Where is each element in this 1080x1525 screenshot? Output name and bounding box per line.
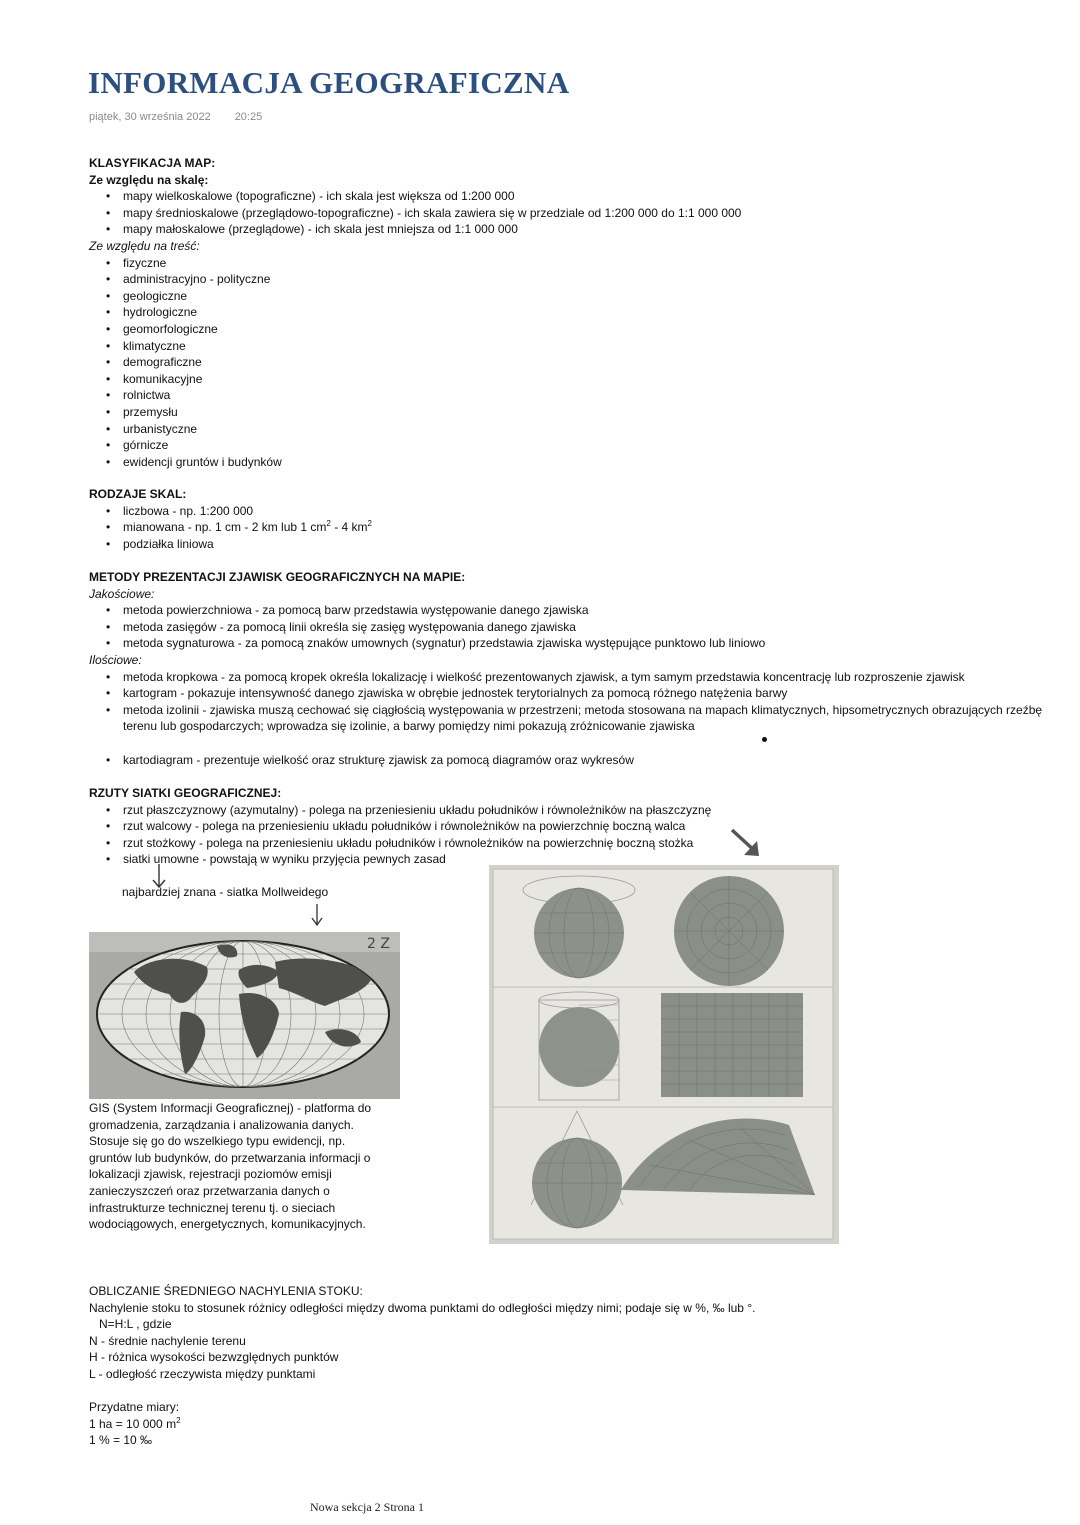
section-heading: RODZAJE SKAL: bbox=[89, 487, 187, 501]
photo-handwritten-mark: 2 Z bbox=[367, 936, 390, 952]
definition-text: Nachylenie stoku to stosunek różnicy odległości między dwoma punktami do odległości między nimi; podaje się w %, ‰ lub °. bbox=[89, 1300, 756, 1315]
note-time: 20:25 bbox=[234, 111, 263, 123]
section-metody bbox=[89, 569, 1074, 768]
miara-ha: 1 ha = 10 000 $m^2$ bbox=[89, 1415, 181, 1431]
list-item: • siatki umowne - powstają w wyniku przyjęcia pewnych zasad bbox=[89, 851, 789, 868]
list-ilosciowe bbox=[89, 669, 1074, 735]
list-item: • metoda kropkowa - za pomocą kropek określa lokalizację i wielkość prezentowanych zjawisk, a tym samym przedstawia koncentrację lub rozproszenie zjawisk bbox=[89, 669, 1074, 686]
legend-l: L - odległość rzeczywista między punktami bbox=[89, 1366, 316, 1381]
list-item: • geomorfologiczne bbox=[89, 321, 1029, 338]
section-heading: KLASYFIKACJA MAP: bbox=[89, 156, 216, 170]
list-item: • klimatyczne bbox=[89, 338, 1029, 355]
list-item: • rolnictwa bbox=[89, 387, 1029, 404]
list-item: • komunikacyjne bbox=[89, 371, 1029, 388]
section-rzuty bbox=[89, 785, 789, 868]
list-item: • kartodiagram - prezentuje wielkość oraz strukturę zjawisk za pomocą diagramów oraz wykresów bbox=[89, 752, 1074, 769]
list-item: • metoda zasięgów - za pomocą linii określa się zasięg występowania danego zjawiska bbox=[89, 619, 1074, 636]
subheading-skala: Ze względu na skalę: bbox=[89, 172, 209, 187]
list-item: • hydrologiczne bbox=[89, 304, 1029, 321]
section-heading: OBLICZANIE ŚREDNIEGO NACHYLENIA STOKU: bbox=[89, 1284, 363, 1298]
list-item: • mianowana - np. 1 cm - 2 km lub 1 $cm^2 - 4$ $km^2$ bbox=[89, 519, 989, 536]
list-skala bbox=[89, 188, 1029, 238]
section-skale bbox=[89, 486, 989, 552]
miary-label: Przydatne miary: bbox=[89, 1400, 180, 1415]
legend-h: H - różnica wysokości bezwzględnych punktów bbox=[89, 1350, 339, 1365]
miara-procent: 1 % = 10 ‰ bbox=[89, 1433, 153, 1448]
projections-photo bbox=[489, 865, 839, 1244]
list-item: • administracyjno - polityczne bbox=[89, 271, 1029, 288]
list-kartodiagram bbox=[89, 752, 1074, 769]
list-skale bbox=[89, 503, 989, 553]
list-item: • urbanistyczne bbox=[89, 421, 1029, 438]
stray-dot bbox=[762, 737, 767, 742]
legend-n: N - średnie nachylenie terenu bbox=[89, 1333, 246, 1348]
list-jakosciowe bbox=[89, 602, 1074, 652]
list-item: • kartogram - pokazuje intensywność danego zjawiska w obrębie jednostek terytorialnych za pomocą różnego natężenia barwy bbox=[89, 685, 1074, 702]
list-item: • rzut płaszczyznowy (azymutalny) - polega na przeniesieniu układu południków i równoleżników na płaszczyznę bbox=[89, 802, 789, 819]
diagonal-arrow-icon bbox=[728, 826, 764, 860]
gis-paragraph: GIS (System Informacji Geograficznej) - platforma do gromadzenia, zarządzania i analizowania danych. Stosuje się go do wszelkiego typu ewidencji, np. gruntów lub budynków, do przetwarzania informacji o lokalizacji zjawisk, rejestracji poziomów emisji zanieczyszczeń oraz przetwarzania danych o infrastrukturze technicznej terenu tj. o sieciach wodociągowych, energetycznych, komunikacyjnych. bbox=[89, 1101, 372, 1232]
page-title: INFORMACJA GEOGRAFICZNA bbox=[88, 65, 570, 100]
list-item: • ewidencji gruntów i budynków bbox=[89, 454, 1029, 471]
note-timestamp bbox=[89, 109, 262, 126]
list-item: • podziałka liniowa bbox=[89, 536, 989, 553]
list-rzuty bbox=[89, 802, 789, 868]
mollweide-caption: najbardziej znana - siatka Mollweidego bbox=[122, 885, 329, 899]
list-item: • demograficzne bbox=[89, 354, 1029, 371]
list-item: • mapy średnioskalowe (przeglądowo-topograficzne) - ich skala zawiera się w przedziale od 1:200 000 do 1:1 000 000 bbox=[89, 205, 1029, 222]
note-date: piątek, 30 września 2022 bbox=[89, 111, 211, 123]
list-item: • metoda powierzchniowa - za pomocą barw przedstawia występowanie danego zjawiska bbox=[89, 602, 1074, 619]
list-tresc bbox=[89, 255, 1029, 471]
down-arrow-icon bbox=[306, 902, 328, 928]
subheading-jakosciowe: Jakościowe: bbox=[89, 586, 155, 601]
list-item: • rzut walcowy - polega na przeniesieniu układu południków i równoleżników na powierzchnię boczną walca bbox=[89, 818, 789, 835]
section-heading: RZUTY SIATKI GEOGRAFICZNEJ: bbox=[89, 786, 282, 800]
section-klasyfikacja bbox=[89, 155, 1029, 470]
list-item: • metoda sygnaturowa - za pomocą znaków umownych (sygnatur) przedstawia zjawiska występujące punktowo lub liniowo bbox=[89, 635, 1074, 652]
list-item: • geologiczne bbox=[89, 288, 1029, 305]
list-item: • fizyczne bbox=[89, 255, 1029, 272]
subheading-tresc: Ze względu na treść: bbox=[89, 238, 200, 253]
list-item: • metoda izolinii - zjawiska muszą cechować się ciągłością występowania w przestrzeni; metoda stosowana na mapach klimatycznych, hipsometrycznych obrazujących rzeźbę terenu lub gospodarczych; wprowadza się izolinie, a barwy pomiędzy nimi pokazują zróżnicowanie zjawiska bbox=[89, 702, 1074, 735]
list-item: • mapy małoskalowe (przeglądowe) - ich skala jest mniejsza od 1:1 000 000 bbox=[89, 221, 1029, 238]
page-footer: Nowa sekcja 2 Strona 1 bbox=[310, 1500, 424, 1514]
list-item: • liczbowa - np. 1:200 000 bbox=[89, 503, 989, 520]
list-item: • rzut stożkowy - polega na przeniesieniu układu południków i równoleżników na powierzchnię boczną stożka bbox=[89, 835, 789, 852]
formula-text: N=H:L , gdzie bbox=[99, 1317, 172, 1332]
subheading-ilosciowe: Ilościowe: bbox=[89, 652, 142, 667]
list-item: • przemysłu bbox=[89, 404, 1029, 421]
list-item: • mapy wielkoskalowe (topograficzne) - ich skala jest większa od 1:200 000 bbox=[89, 188, 1029, 205]
list-item: • górnicze bbox=[89, 437, 1029, 454]
section-heading: METODY PREZENTACJI ZJAWISK GEOGRAFICZNYCH NA MAPIE: bbox=[89, 570, 466, 584]
mollweide-map-photo bbox=[89, 932, 400, 1099]
section-nachylenie bbox=[89, 1283, 1029, 1449]
